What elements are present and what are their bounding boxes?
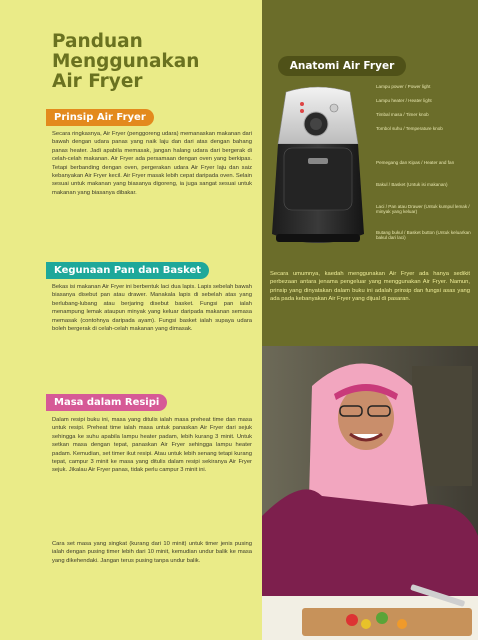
page-title (52, 32, 252, 92)
section-heading-prinsip: Prinsip Air Fryer (46, 109, 154, 126)
anatomi-paragraph: Secara umumnya, kaedah menggunakan Air Fryer ada hanya sedikit perbezaan antara jenama pengeluar yang menggunakan Air Fryer. Namun, prinsip yang dinyatakan dalam buku ini adalah prinsip dan fungsi asas yang ada pada kebanyakan Air Fryer yang dijual di pasaran. (270, 271, 470, 303)
section-text-kegunaan: Bekas isi makanan Air Fryer ini berbentuk laci dua lapis. Lapis sebelah bawah biasanya disebut pan atau drawer. Manakala lapis di sebelah atas yang berlubang-lubang atau berjaring disebut basket. Fungsi pan ialah menampung lemak ataupun minyak yang keluar daripada makanan semasa memasak (contohnya daripada ayam). Fungsi basket ialah supaya udara boleh bergerak di celah-celah makanan yang dimasak. (52, 284, 252, 333)
callout-item: Lampu heater / Heater light (376, 98, 432, 103)
callout-item: Timbal masa / Timer knob (376, 112, 429, 117)
callout-item: Bakul / Basket (Untuk isi makanan) (376, 182, 448, 187)
title-line-3: Air Fryer (52, 71, 143, 92)
section-text-masa-2: Cara set masa yang singkat (kurang dari 10 minit) untuk timer jenis pusing ialah dengan pusing timer lebih dari 10 minit, kemudian undur balik ke masa yang dikehendaki. Jangan terus pusing tanpa undur balik. (52, 541, 252, 564)
callout-item: Butang bukul / Basket button (Untuk keluarkan bakul dari laci) (376, 230, 471, 241)
person-cooking-photo (262, 346, 478, 640)
section-heading-kegunaan: Kegunaan Pan dan Basket (46, 262, 209, 279)
title-line-2: Menggunakan (52, 51, 200, 72)
title-line-1: Panduan (52, 31, 143, 52)
section-text-masa-1: Dalam resipi buku ini, masa yang ditulis ialah masa preheat time dan masa untuk resipi. Preheat time ialah masa untuk panaskan Air Fryer dari sejuk sehingga ke suhu apabila lampu heater padam, lebih kurang 3 minit. Untuk setkan masa dengan tepat, panaskan Air Fryer sehingga lampu heater padam. Kemudian, set timer ikut resipi. Atau untuk lebih senang tetapi kurang tepat, campur 3 minit ke masa yang ditulis dalam resipi sekiranya Air Fryer sejuk. Jikalau Air Fryer panas, tidak perlu campur 3 minit ini. (52, 417, 252, 474)
section-heading-masa: Masa dalam Resipi (46, 394, 167, 411)
air-fryer-illustration (266, 84, 370, 254)
callout-item: Lampu power / Power light (376, 84, 431, 89)
callout-item: Tombol suhu / Temperature knob (376, 126, 443, 131)
callout-item: Laci / Pan atau Drawer (Untuk kumpul lemak / minyak yang keluar) (376, 204, 470, 215)
callout-item: Pemegang dan Kipas / Heater and fan (376, 160, 455, 165)
section-text-prinsip: Secara ringkasnya, Air Fryer (penggoreng udara) memanaskan makanan dari bawah dengan udara panas yang naik laju dan dari atas dengan bahang panas heater. Jadi apabila memasak, jangan halang udara dari bergerak di celah-celah makanan. Air Fryer ada persamaan dengan oven yang berkipas. Tetapi berbanding dengan oven, pergerakan udara Air Fryer laju dan saiz kebanyakan Air Fryer kecil. Air Fryer masak lebih cepat daripada oven. Selain sesuai untuk makanan yang biasanya digoreng, ia juga sangat sesuai untuk makanan yang biasanya dibakar. (52, 131, 252, 196)
anatomi-heading: Anatomi Air Fryer (278, 56, 406, 76)
